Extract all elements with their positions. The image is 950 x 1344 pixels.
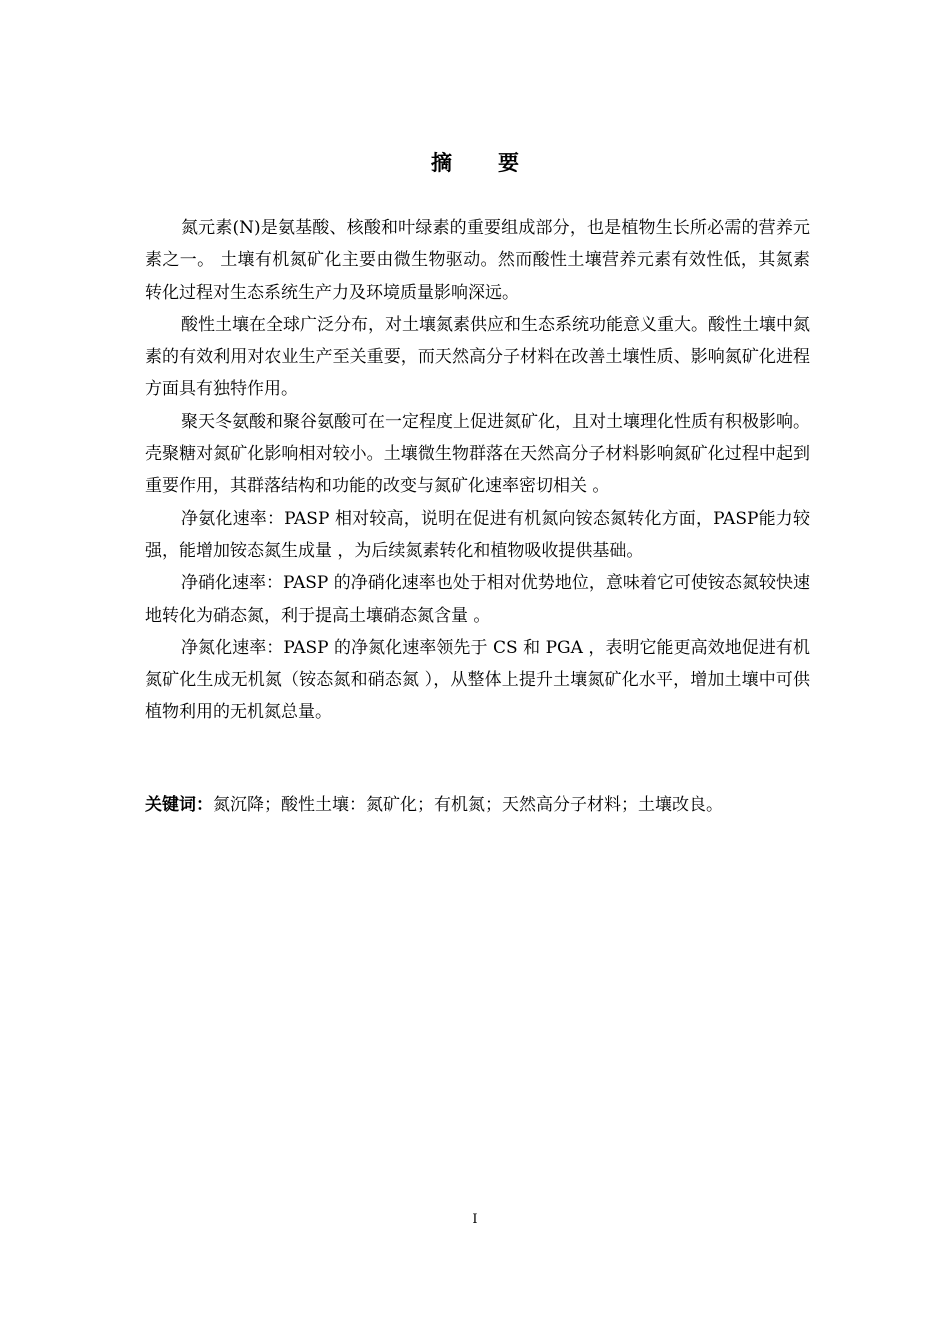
abstract-body (145, 212, 810, 729)
paragraph-5: 净硝化速率：PASP 的净硝化速率也处于相对优势地位，意味着它可使铵态氮较快速地转化为硝态氮，利于提高土壤硝态氮含量 。 (145, 573, 810, 626)
page-number: I (472, 1212, 478, 1227)
keywords-line (145, 789, 810, 821)
paragraph-6: 净氮化速率：PASP 的净氮化速率领先于 CS 和 PGA ，表明它能更高效地促进有机氮矿化生成无机氮（铵态氮和硝态氮 ），从整体上提升土壤氮矿化水平，增加土壤中可供植物利用的无机氮总量。 (145, 637, 810, 723)
paragraph-3: 聚天冬氨酸和聚谷氨酸可在一定程度上促进氮矿化，且对土壤理化性质有积极影响。壳聚糖对氮矿化影响相对较小。土壤微生物群落在天然高分子材料影响氮矿化过程中起到重要作用，其群落结构和功能的改变与氮矿化速率密切相关 。 (145, 411, 810, 497)
keywords-label: 关键词： (145, 795, 213, 815)
paragraph-2: 酸性土壤在全球广泛分布，对土壤氮素供应和生态系统功能意义重大。酸性土壤中氮素的有效利用对农业生产至关重要，而天然高分子材料在改善土壤性质、影响氮矿化进程方面具有独特作用。 (145, 314, 810, 400)
keywords-text: 氮沉降；酸性土壤：氮矿化；有机氮；天然高分子材料；土壤改良。 (213, 795, 723, 815)
page-title: 摘要 (431, 151, 565, 175)
paragraph-4: 净氨化速率：PASP 相对较高，说明在促进有机氮向铵态氮转化方面，PASP能力较强，能增加铵态氮生成量 ，为后续氮素转化和植物吸收提供基础。 (145, 508, 810, 561)
paragraph-1: 氮元素(N)是氨基酸、核酸和叶绿素的重要组成部分，也是植物生长所必需的营养元素之一。 土壤有机氮矿化主要由微生物驱动。然而酸性土壤营养元素有效性低，其氮素转化过程对生态系统生产力及环境质量影响深远。 (145, 218, 810, 303)
